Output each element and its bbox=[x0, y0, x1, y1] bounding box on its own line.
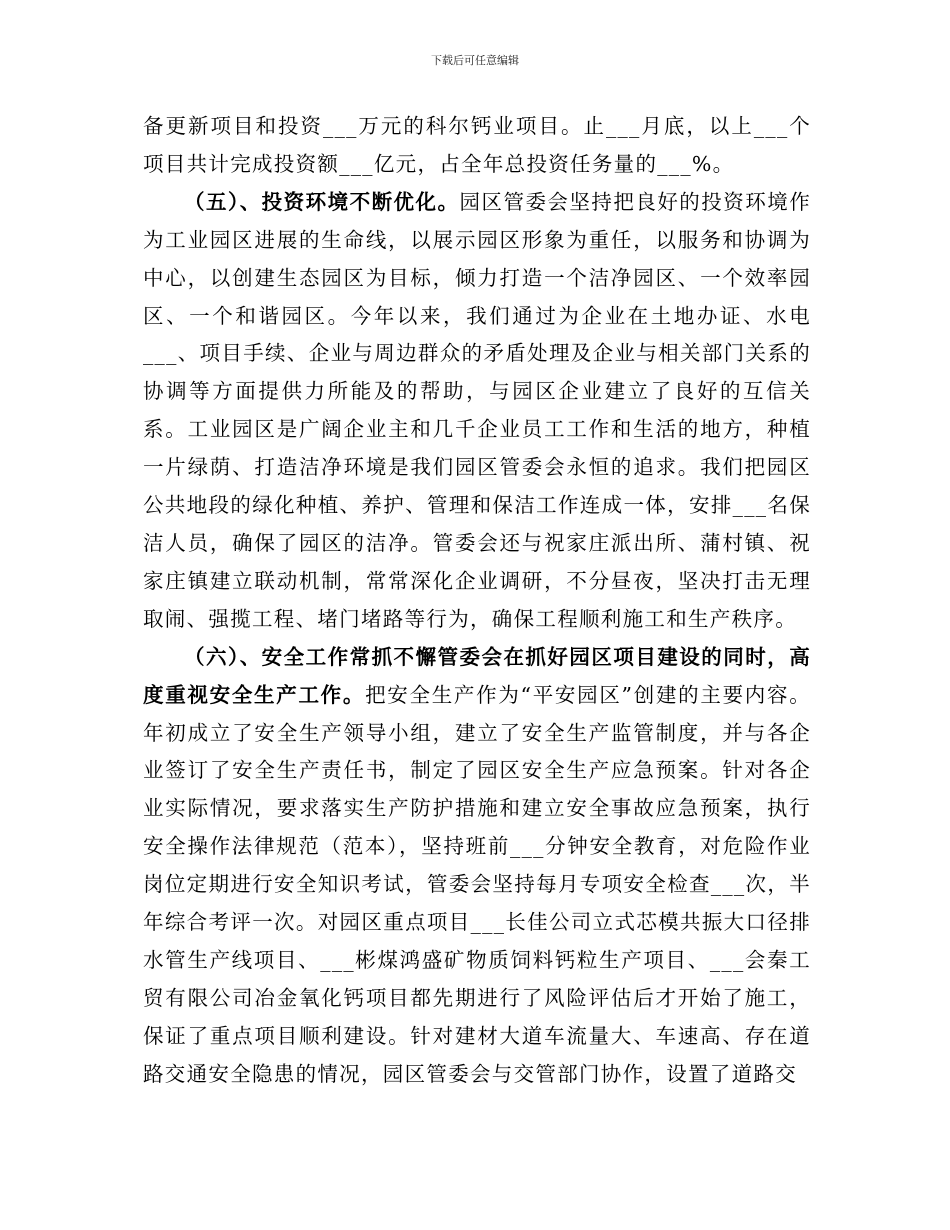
paragraph-text: 园区管委会坚持把良好的投资环境作为工业园区进展的生命线，以展示园区形象为重任，以服务和协调为中心，以创建生态园区为目标，倾力打造一个洁净园区、一个效率园区、一个和谐园区。今年以来，我们通过为企业在土地办证、水电___、项目手续、企业与周边群众的矛盾处理及企业与相关部门关系的协调等方面提供力所能及的帮助，与园区企业建立了良好的互信关系。工业园区是广阔企业主和几千企业员工工作和生活的地方，种植一片绿荫、打造洁净环境是我们园区管委会永恒的追求。我们把园区公共地段的绿化种植、养护、管理和保洁工作连成一体，安排___名保洁人员，确保了园区的洁净。管委会还与祝家庄派出所、蒲村镇、祝家庄镇建立联动机制，常常深化企业调研，不分昼夜，坚决打击无理取闹、强揽工程、堵门堵路等行为，确保工程顺利施工和生产秩序。 bbox=[143, 189, 811, 631]
paragraph-continued bbox=[143, 108, 811, 184]
paragraph-text: 把安全生产作为“平安园区”创建的主要内容。年初成立了安全生产领导小组，建立了安全生产监管制度，并与各企业签订了安全生产责任书，制定了园区安全生产应急预案。针对各企业实际情况，要求落实生产防护措施和建立安全事故应急预案，执行安全操作法律规范（范本），坚持班前___分钟安全教育，对危险作业岗位定期进行安全知识考试，管委会坚持每月专项安全检查___次，半年综合考评一次。对园区重点项目___长佳公司立式芯模共振大口径排水管生产线项目、___彬煤鸿盛矿物质饲料钙粒生产项目、___会秦工贸有限公司冶金氧化钙项目都先期进行了风险评估后才开始了施工，保证了重点项目顺利建设。针对建材大道车流量大、车速高、存在道路交通安全隐患的情况，园区管委会与交管部门协作，设置了道路交 bbox=[143, 682, 811, 1086]
section-heading-six: （六）、安全工作常抓不懈管委会在抓好园区项目建设的同时，高度重视安全生产工作。 bbox=[143, 644, 811, 707]
section-heading-five: （五）、投资环境不断优化。 bbox=[184, 189, 460, 214]
paragraph-text: 备更新项目和投资___万元的科尔钙业项目。止___月底，以上___个项目共计完成投资额___亿元，占全年总投资任务量的___%。 bbox=[143, 114, 811, 176]
paragraph-safety-work bbox=[143, 639, 811, 1094]
page-header: 下载后可任意编辑 bbox=[431, 54, 519, 67]
paragraph-investment-environment bbox=[143, 184, 811, 639]
document-body bbox=[143, 108, 811, 1094]
